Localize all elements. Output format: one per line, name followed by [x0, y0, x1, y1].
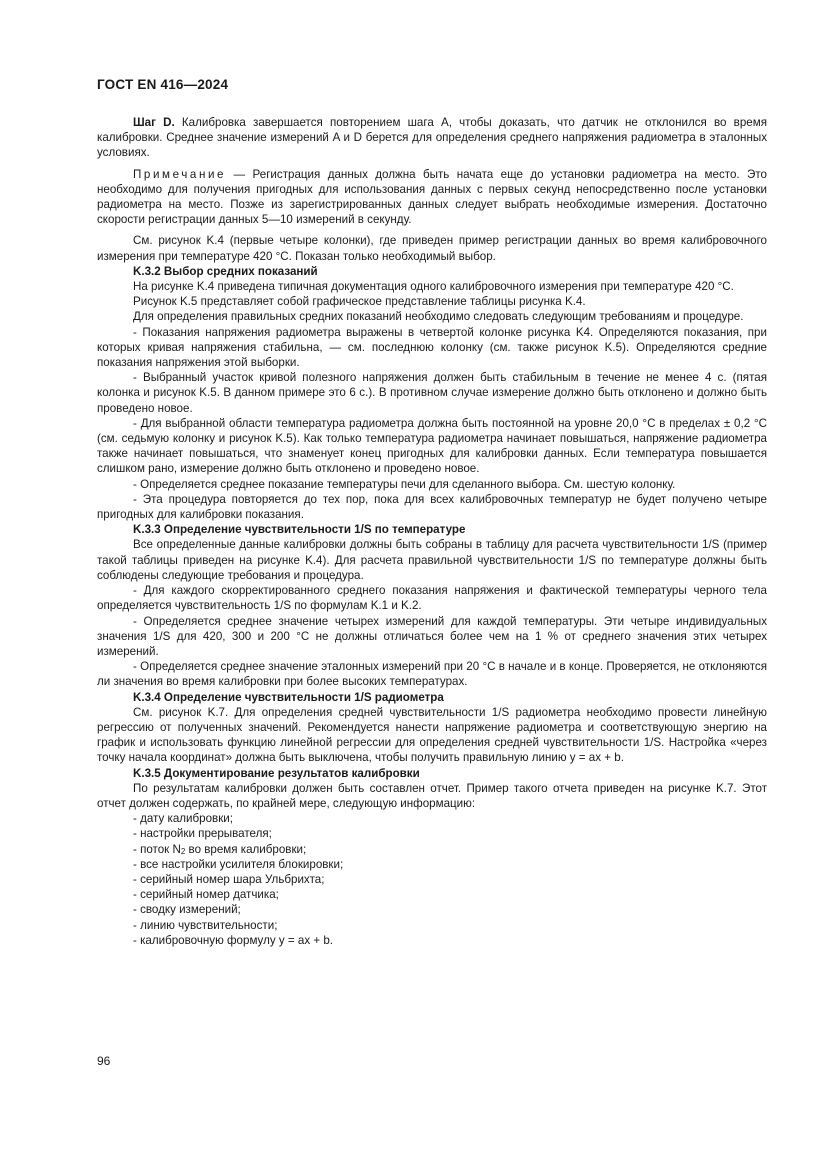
section-k33-heading: K.3.3 Определение чувствительности 1/S по температуре — [133, 523, 466, 537]
list-item: - серийный номер шара Ульбрихта; — [133, 872, 325, 886]
k32-paragraph: - Эта процедура повторяется до тех пор, пока для всех калибровочных температур не будет получено четыре пригодных для калибровки показания. — [97, 492, 767, 522]
list-item: - настройки прерывателя; — [133, 827, 272, 841]
k33-paragraph: - Определяется среднее значение эталонных измерений при 20 °С в начале и в конце. Проверяется, не отклоняются ли значения во время калибровки при более высоких температурах. — [97, 660, 767, 689]
list-item: - дату калибровки; — [133, 812, 233, 826]
k34-paragraph: См. рисунок K.7. Для определения средней чувствительности 1/S радиометра необходимо провести линейную регрессию от полученных значений. Рекомендуется нанести напряжение радиометра и соответствующую энергию на график и использовать функцию линейной регрессии для определения средней чувствительности 1/S. Настройка «через точку начала координат» должна быть выключена, чтобы получить правильную линию y = ax + b. — [97, 705, 767, 765]
document-header: ГОСТ EN 416—2024 — [97, 77, 229, 92]
list-item: - все настройки усилителя блокировки; — [133, 857, 344, 871]
step-d-text: Калибровка завершается повторением шага A, чтобы доказать, что датчик не отклонился во время калибровки. Среднее значение измерений A и D берется для определения среднего напряжения радиометра в эталонных условиях. — [97, 116, 767, 160]
subscript: 2 — [180, 846, 186, 856]
k33-paragraph: Все определенные данные калибровки должны быть собраны в таблицу для расчета чувствительности 1/S (пример такой таблицы приведен на рисунке K.4). Для расчета правильной чувствительности 1/S по температуре должны быть соблюдены следующие требования и процедура. — [97, 538, 767, 582]
section-k35-heading: K.3.5 Документирование результатов калибровки — [133, 766, 420, 780]
section-k34-heading: K.3.4 Определение чувствительности 1/S радиометра — [133, 690, 444, 704]
k33-paragraph: - Определяется среднее значение четырех измерений для каждой температуры. Эти четыре индивидуальных значения 1/S для 420, 300 и 200 °С не должны отличаться более чем на 1 % от среднего значения этих четырех измерений. — [97, 614, 767, 658]
k32-paragraph: - Показания напряжения радиометра выражены в четвертой колонке рисунка K4. Определяются показания, при которых кривая напряжения стабильна, — см. последнюю колонку (см. также рисунок K.5). Определяются средние показания напряжения этой выборки. — [97, 325, 767, 370]
k32-paragraph: Рисунок K.5 представляет собой графическое представление таблицы рисунка K.4. — [133, 295, 586, 309]
note-text: — Регистрация данных должна быть начата еще до установки радиометра на место. Это необходимо для получения пригодных для использования данных с первых секунд непосредственно после установки радиометра на место. Позже из зарегистрированных данных следует выбрать необходимые измерения. Достаточно скорости регистрации данных 5—10 измерений в секунду. — [97, 167, 767, 227]
k32-paragraph: - Выбранный участок кривой полезного напряжения должен быть стабильным в течение не менее 4 с. (пятая колонка и рисунок K.5. В данном примере это 6 с.). В противном случае измерение должно быть отклонено и должно быть проведено новое. — [97, 371, 767, 415]
k33-paragraph: - Для каждого скорректированного среднего показания напряжения и фактической температуры черного тела определяется чувствительность 1/S по формулам K.1 и K.2. — [97, 584, 767, 613]
list-item: - линию чувствительности; — [133, 918, 278, 932]
k32-paragraph: - Определяется среднее показание температуры печи для сделанного выбора. См. шестую колонку. — [133, 477, 676, 491]
k32-paragraph: На рисунке K.4 приведена типичная документация одного калибровочного измерения при температуре 420 °С. — [133, 280, 734, 294]
note-paragraph — [97, 167, 767, 228]
page-body — [97, 115, 767, 948]
k32-paragraph: - Для выбранной области температура радиометра должна быть постоянной на уровне 20,0 °С в пределах ± 0,2 °С (см. седьмую колонку и рисунок K.5). Как только температура радиометра начинает повышаться, напряжение радиометра также начинает повышаться, что знаменует конец пригодных для калибровки данных. Если температура повышается слишком рано, измерение должно быть отклонено и проведено новое. — [97, 416, 767, 476]
step-d-paragraph — [97, 115, 767, 161]
list-item — [97, 842, 767, 857]
see-figure-k4-paragraph: См. рисунок K.4 (первые четыре колонки), где приведен пример регистрации данных во время калибровочного измерения при температуре 420 °С. Показан только необходимый выбор. — [97, 234, 767, 263]
list-item-text: во время калибровки; — [185, 842, 307, 856]
k32-paragraph: Для определения правильных средних показаний необходимо следовать следующим требованиям и процедуре. — [133, 310, 744, 324]
section-k32-heading: K.3.2 Выбор средних показаний — [133, 264, 318, 278]
step-d-label: Шаг D. — [133, 116, 175, 129]
list-item: - серийный номер датчика; — [133, 888, 279, 902]
page-number: 96 — [97, 1054, 111, 1068]
note-label: Примечание — [133, 167, 227, 181]
list-item: - сводку измерений; — [133, 903, 241, 917]
k35-paragraph: По результатам калибровки должен быть составлен отчет. Пример такого отчета приведен на рисунке K.7. Этот отчет должен содержать, по крайней мере, следующую информацию: — [97, 781, 767, 810]
list-item-text: - поток N — [133, 842, 181, 856]
list-item: - калибровочную формулу y = ax + b. — [133, 933, 334, 947]
